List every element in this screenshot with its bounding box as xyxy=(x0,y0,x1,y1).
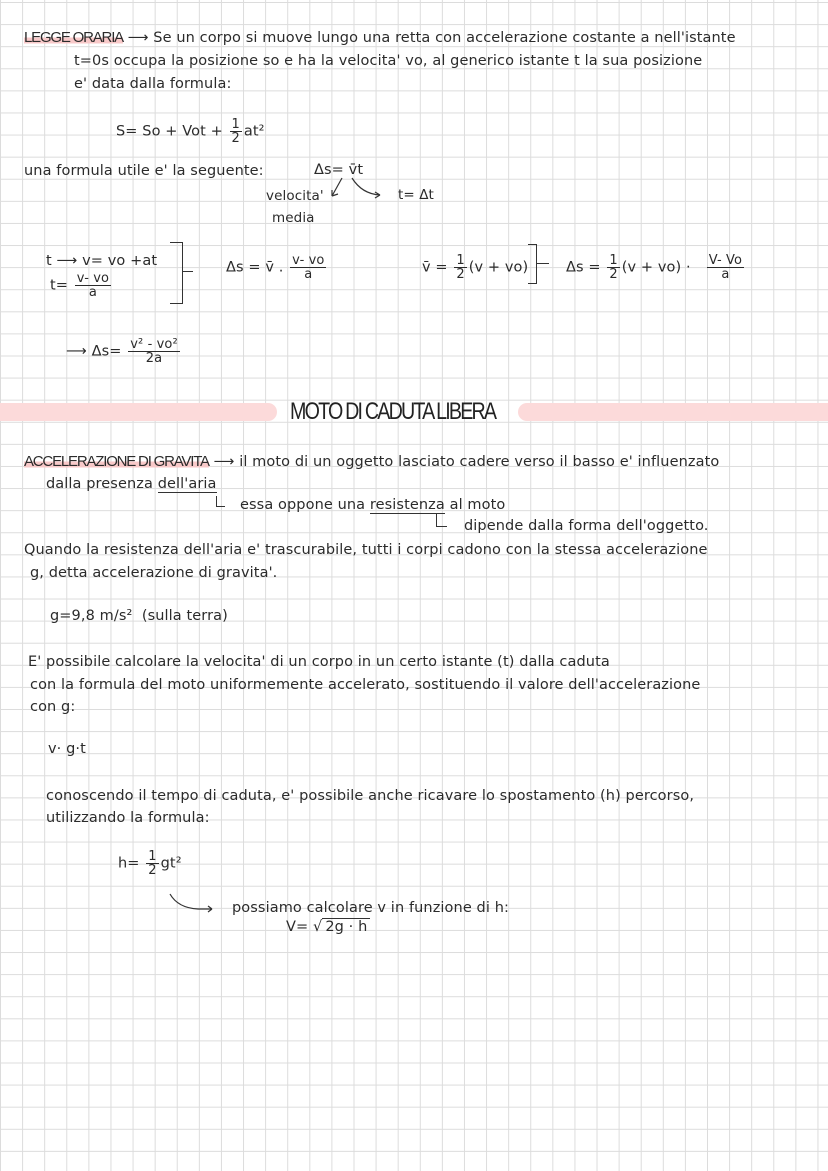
title-band-left xyxy=(0,403,277,421)
h-formula: h= $\frac{1}{2}$ gt² xyxy=(118,849,182,878)
label-t-delta: t= Δt xyxy=(398,187,434,203)
section-heading-legge-oraria xyxy=(24,29,736,47)
para2-line-2: con la formula del moto uniformemente accelerato, sostituendo il valore dell'accelerazione xyxy=(30,677,701,693)
intro-line-1: Se un corpo si muove lungo una retta con accelerazione costante a nell'istante xyxy=(153,30,736,46)
arrow-branch-icon xyxy=(330,176,390,202)
bracket-left xyxy=(170,242,183,304)
branch-forma: dipende dalla forma dell'oggetto. xyxy=(464,518,709,534)
section-heading-accelerazione xyxy=(24,453,719,471)
heading-text: LEGGE ORARIA xyxy=(24,29,123,46)
intro-line-2: t=0s occupa la posizione so e ha la velocita' vo, al generico istante t la sua posizione xyxy=(74,53,703,69)
g-value: g=9,8 m/s² (sulla terra) xyxy=(50,608,228,624)
useful-formula: Δs= v̄t xyxy=(314,162,364,178)
label-media: media xyxy=(272,210,315,226)
para3-line-2: utilizzando la formula: xyxy=(46,810,210,826)
hook-arrow-icon xyxy=(436,514,447,527)
fraction-half: $\frac{1}{2}$ xyxy=(231,117,240,146)
v-formula: v· g·t xyxy=(48,741,86,757)
h-note: possiamo calcolare v in funzione di h: xyxy=(232,900,509,916)
arrow-right-icon: ⟶ xyxy=(127,30,149,46)
branch-resistenza: essa oppone una resistenza al moto xyxy=(240,497,506,513)
bracket-tick xyxy=(183,271,193,272)
vbar-formula: v̄ = $\frac{1}{2}$ (v + vo) xyxy=(422,253,529,282)
label-velocita: velocita' xyxy=(266,188,324,204)
bracket-tick-2 xyxy=(537,263,549,264)
section-title-moto-caduta-libera: MOTO DI CADUTA LIBERA xyxy=(290,398,496,425)
derivation-row-2: t= $\frac{v- vo}{a}$ xyxy=(50,271,110,300)
derivation-row-1: t ⟶ v= vo +at xyxy=(46,253,158,269)
bracket-right xyxy=(528,244,537,284)
delta-s-formula-1: Δs = v̄ . $\frac{v- vo}{a}$ xyxy=(226,253,325,282)
hook-arrow-icon xyxy=(216,496,225,507)
curved-arrow-icon xyxy=(168,892,218,914)
gravity-line-1: il moto di un oggetto lasciato cadere verso il basso e' influenzato xyxy=(239,454,720,470)
v-sqrt-formula: V= √ 2g · h xyxy=(286,918,370,936)
para1-line-1: Quando la resistenza dell'aria e' trascurabile, tutti i corpi cadono con la stessa accelerazione xyxy=(24,542,708,558)
formula-legge-oraria: S= So + Vot + $\frac{1}{2}$ at² xyxy=(116,117,265,146)
para2-line-3: con g: xyxy=(30,699,76,715)
para3-line-1: conoscendo il tempo di caduta, e' possibile anche ricavare lo spostamento (h) percorso, xyxy=(46,788,695,804)
arrow-right-icon: ⟶ xyxy=(213,454,235,470)
delta-s-result: ⟶ Δs= $\frac{\text{v² - vo²}}{2a}$ xyxy=(66,337,178,366)
para1-line-2: g, detta accelerazione di gravita'. xyxy=(30,565,278,581)
heading-text: ACCELERAZIONE DI GRAVITA xyxy=(24,453,209,470)
intro-line-3: e' data dalla formula: xyxy=(74,76,232,92)
para2-line-1: E' possibile calcolare la velocita' di un corpo in un certo istante (t) dalla caduta xyxy=(28,654,610,670)
useful-formula-intro: una formula utile e' la seguente: xyxy=(24,163,264,179)
gravity-line-2: dalla presenza dell'aria xyxy=(46,476,217,492)
title-band-right xyxy=(518,403,828,421)
delta-s-formula-2: Δs = $\frac{1}{2}$ (v + vo) · $\frac{V- Vo}{a}$ xyxy=(566,253,743,282)
